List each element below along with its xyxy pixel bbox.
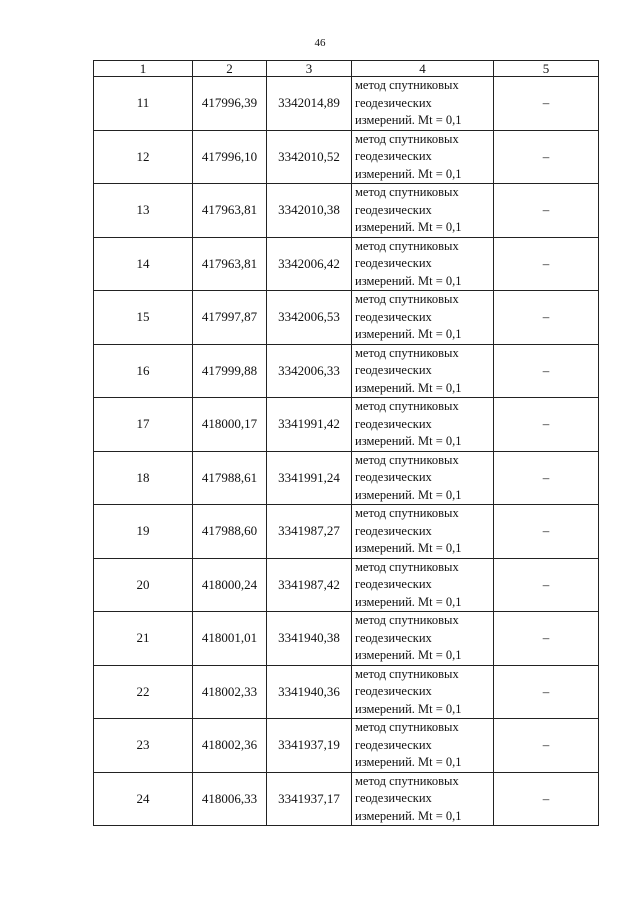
method-line-3: измерений. Mt = 0,1: [355, 380, 462, 395]
page-number: 46: [314, 37, 326, 49]
point-number: 21: [94, 612, 193, 666]
method-line-2: геодезических: [355, 577, 432, 591]
method-line-2: геодезических: [355, 791, 432, 805]
method-line-1: метод спутниковых: [355, 238, 459, 253]
coordinate-y: 3341991,24: [267, 451, 352, 505]
coordinate-x: 417997,87: [193, 291, 267, 345]
method-line-3: измерений. Mt = 0,1: [355, 701, 462, 716]
method-line-1: метод спутниковых: [355, 666, 459, 681]
method-description: [352, 398, 494, 452]
method-line-3: измерений. Mt = 0,1: [355, 541, 462, 555]
method-line-2: геодезических: [355, 95, 432, 110]
header-col-3: 3: [267, 61, 352, 77]
method-description: [352, 237, 494, 291]
method-line-3: измерений. Mt = 0,1: [355, 327, 462, 341]
point-number: 19: [94, 505, 193, 559]
table-header-row: [94, 61, 599, 77]
note-cell: –: [494, 237, 599, 291]
coordinate-x: 417988,61: [193, 451, 267, 505]
method-line-1: метод спутниковых: [355, 399, 459, 413]
method-line-1: метод спутниковых: [355, 452, 459, 467]
coordinate-x: 418002,33: [193, 665, 267, 719]
point-number: 14: [94, 237, 193, 291]
table-row: [94, 291, 599, 345]
method-line-1: метод спутниковых: [355, 78, 459, 92]
point-number: 16: [94, 344, 193, 398]
method-line-2: геодезических: [355, 737, 432, 752]
method-description: [352, 77, 494, 131]
method-line-2: геодезических: [355, 416, 432, 431]
point-number: 24: [94, 772, 193, 826]
table-row: [94, 77, 599, 131]
method-line-3: измерений. Mt = 0,1: [355, 273, 462, 288]
header-col-5: 5: [494, 61, 599, 77]
header-col-1: 1: [94, 61, 193, 77]
table-row: [94, 184, 599, 238]
coordinate-y: 3342014,89: [267, 77, 352, 131]
coordinate-y: 3342006,33: [267, 344, 352, 398]
method-line-2: геодезических: [355, 630, 432, 645]
method-line-2: геодезических: [355, 309, 432, 324]
note-cell: –: [494, 130, 599, 184]
method-line-3: измерений. Mt = 0,1: [355, 113, 462, 127]
coordinate-y: 3342010,38: [267, 184, 352, 238]
coordinate-x: 417996,39: [193, 77, 267, 131]
method-line-1: метод спутниковых: [355, 292, 459, 306]
method-description: [352, 558, 494, 612]
method-line-2: геодезических: [355, 684, 432, 698]
coordinate-y: 3341937,19: [267, 719, 352, 773]
method-description: [352, 291, 494, 345]
method-line-1: метод спутниковых: [355, 559, 459, 574]
table-row: [94, 505, 599, 559]
coordinate-y: 3342006,42: [267, 237, 352, 291]
method-line-1: метод спутниковых: [355, 613, 459, 627]
note-cell: –: [494, 344, 599, 398]
method-line-2: геодезических: [355, 470, 432, 484]
point-number: 12: [94, 130, 193, 184]
coordinate-x: 417963,81: [193, 237, 267, 291]
note-cell: –: [494, 184, 599, 238]
method-line-2: геодезических: [355, 202, 432, 217]
method-line-3: измерений. Mt = 0,1: [355, 755, 462, 769]
method-line-3: измерений. Mt = 0,1: [355, 594, 462, 609]
table-row: [94, 451, 599, 505]
point-number: 13: [94, 184, 193, 238]
coordinate-x: 417963,81: [193, 184, 267, 238]
method-line-1: метод спутниковых: [355, 131, 459, 146]
coordinate-x: 418000,24: [193, 558, 267, 612]
point-number: 22: [94, 665, 193, 719]
coordinates-table: [93, 60, 599, 826]
coordinate-y: 3342010,52: [267, 130, 352, 184]
method-line-3: измерений. Mt = 0,1: [355, 166, 462, 181]
table-row: [94, 130, 599, 184]
coordinate-y: 3341940,36: [267, 665, 352, 719]
coordinate-y: 3342006,53: [267, 291, 352, 345]
method-description: [352, 505, 494, 559]
coordinate-y: 3341940,38: [267, 612, 352, 666]
method-description: [352, 130, 494, 184]
note-cell: –: [494, 77, 599, 131]
table-row: [94, 344, 599, 398]
note-cell: –: [494, 719, 599, 773]
note-cell: –: [494, 451, 599, 505]
note-cell: –: [494, 291, 599, 345]
table-row: [94, 237, 599, 291]
method-line-1: метод спутниковых: [355, 185, 459, 199]
method-line-2: геодезических: [355, 149, 432, 163]
method-line-1: метод спутниковых: [355, 506, 459, 520]
method-line-3: измерений. Mt = 0,1: [355, 434, 462, 448]
coordinate-x: 418000,17: [193, 398, 267, 452]
method-line-1: метод спутниковых: [355, 345, 459, 360]
table-row: [94, 719, 599, 773]
method-line-3: измерений. Mt = 0,1: [355, 220, 462, 234]
method-line-2: геодезических: [355, 256, 432, 270]
point-number: 17: [94, 398, 193, 452]
method-description: [352, 719, 494, 773]
coordinate-y: 3341987,27: [267, 505, 352, 559]
coordinate-y: 3341987,42: [267, 558, 352, 612]
coordinate-y: 3341991,42: [267, 398, 352, 452]
coordinate-x: 418006,33: [193, 772, 267, 826]
note-cell: –: [494, 612, 599, 666]
table-row: [94, 665, 599, 719]
method-line-2: геодезических: [355, 363, 432, 377]
note-cell: –: [494, 665, 599, 719]
method-line-1: метод спутниковых: [355, 720, 459, 734]
table-row: [94, 772, 599, 826]
method-line-3: измерений. Mt = 0,1: [355, 648, 462, 662]
point-number: 11: [94, 77, 193, 131]
method-line-3: измерений. Mt = 0,1: [355, 487, 462, 502]
point-number: 20: [94, 558, 193, 612]
method-line-2: геодезических: [355, 523, 432, 538]
method-description: [352, 344, 494, 398]
coordinate-x: 418002,36: [193, 719, 267, 773]
method-line-1: метод спутниковых: [355, 773, 459, 788]
coordinate-x: 417996,10: [193, 130, 267, 184]
method-description: [352, 184, 494, 238]
note-cell: –: [494, 505, 599, 559]
point-number: 18: [94, 451, 193, 505]
point-number: 23: [94, 719, 193, 773]
method-description: [352, 612, 494, 666]
note-cell: –: [494, 398, 599, 452]
table-row: [94, 398, 599, 452]
note-cell: –: [494, 558, 599, 612]
coordinate-x: 417999,88: [193, 344, 267, 398]
table-row: [94, 612, 599, 666]
header-col-2: 2: [193, 61, 267, 77]
note-cell: –: [494, 772, 599, 826]
coordinate-x: 418001,01: [193, 612, 267, 666]
coordinate-y: 3341937,17: [267, 772, 352, 826]
point-number: 15: [94, 291, 193, 345]
header-col-4: 4: [352, 61, 494, 77]
method-description: [352, 772, 494, 826]
method-description: [352, 451, 494, 505]
method-description: [352, 665, 494, 719]
table-row: [94, 558, 599, 612]
method-line-3: измерений. Mt = 0,1: [355, 808, 462, 823]
coordinate-x: 417988,60: [193, 505, 267, 559]
